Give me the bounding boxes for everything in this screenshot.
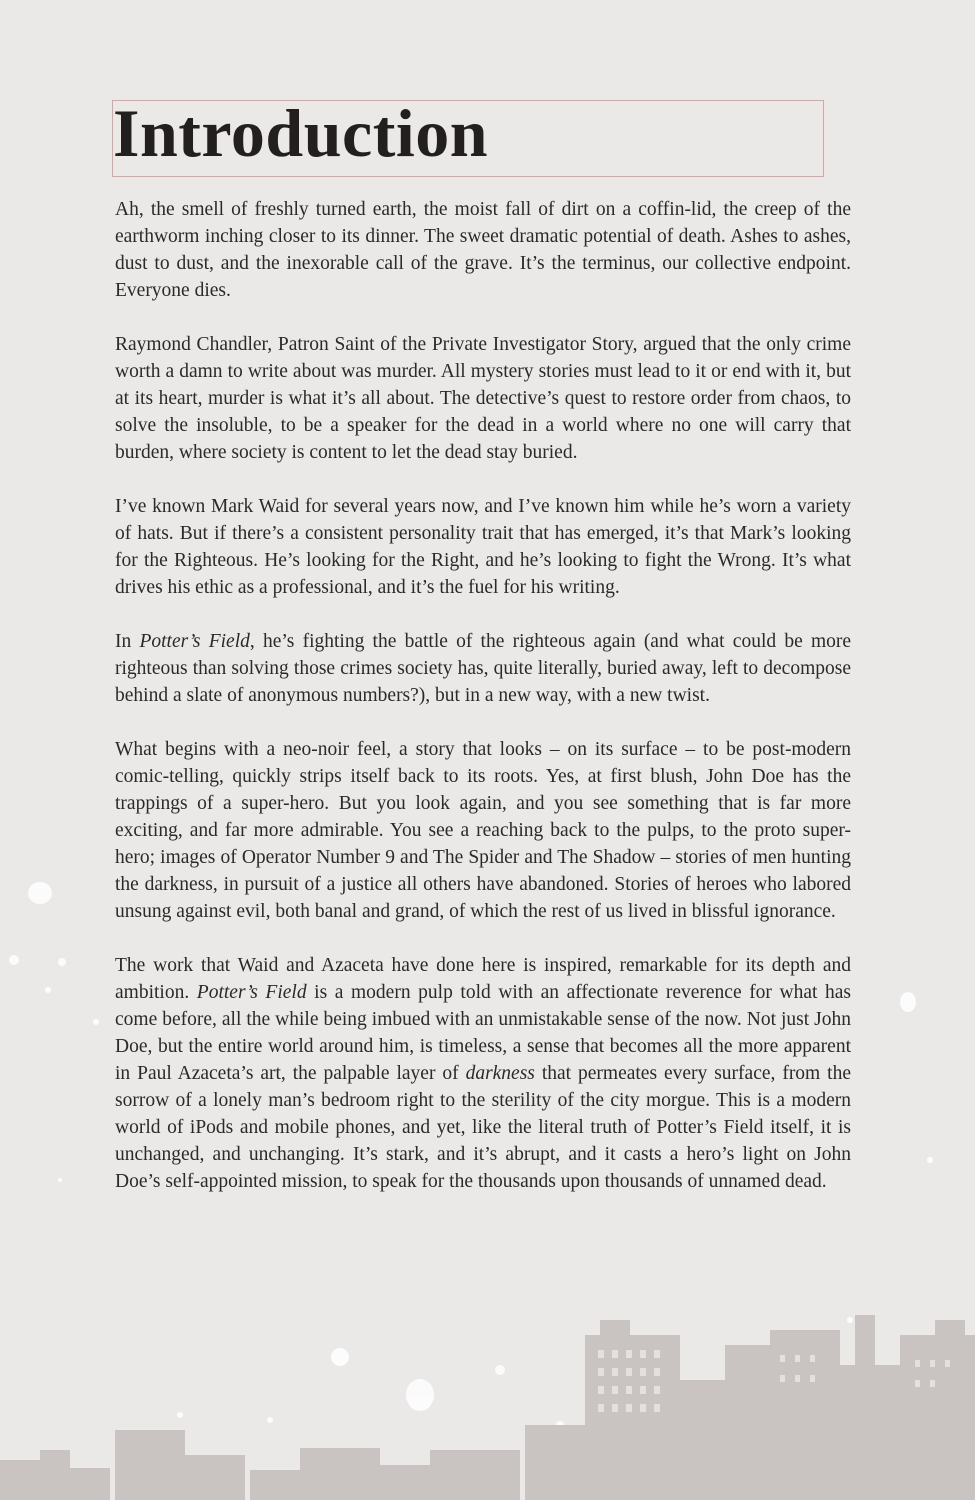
paragraph xyxy=(115,331,851,466)
paragraph xyxy=(115,196,851,304)
paragraph-text: is a modern pulp told with an affectionate reverence for what has come before, all the while being imbued with an unmistakable sense of the now. Not just John Doe, but the entire world around him, is timeless, a sense that becomes all the more apparent in Paul Azaceta’s art, the palpable layer of xyxy=(115,982,852,1084)
paragraph-text: that permeates every surface, from the sorrow of a lonely man’s bedroom right to the sterility of the city morgue. This is a modern world of iPods and mobile phones, and yet, like the literal truth of Potter’s Field itself, it is unchanged, and unchanging. It’s stark, and it’s abrupt, and it casts a hero’s light on John Doe’s self-appointed mission, to speak for the thousands upon thousands of unnamed dead. xyxy=(115,1063,851,1192)
paragraph xyxy=(115,736,851,925)
paragraph-text: What begins with a neo-noir feel, a story that looks – on its surface – to be post-modern comic-telling, quickly strips itself back to its roots. Yes, at first blush, John Doe has the trappings of a super-hero. But you look again, and you see something that is far more exciting, and far more admirable. You see a reaching back to the pulps, to the proto super-hero; images of Operator Number 9 and The Spider and The Shadow – stories of men hunting the darkness, in pursuit of a justice all others have abandoned. Stories of heroes who labored unsung against evil, both banal and grand, of which the rest of us lived in blissful ignorance. xyxy=(115,739,851,922)
paragraph xyxy=(115,628,851,709)
book-title-italic: Potter’s Field xyxy=(139,631,250,652)
paragraph-text: I’ve known Mark Waid for several years now, and I’ve known him while he’s worn a variety of hats. But if there’s a consistent personality trait that has emerged, it’s that Mark’s looking for the Righteous. He’s looking for the Right, and he’s looking to fight the Wrong. It’s what drives his ethic as a professional, and it’s the fuel for his writing. xyxy=(115,496,851,598)
paragraph-text: In xyxy=(115,631,140,652)
paragraph xyxy=(115,952,851,1195)
page-title: Introduction xyxy=(113,95,489,171)
paragraph-text: , he’s fighting the battle of the righteous again (and what could be more righteous than solving those crimes society has, quite literally, buried away, left to decompose behind a slate of anonymous numbers?), but in a new way, with a new twist. xyxy=(115,631,852,706)
paragraph-text: Ah, the smell of freshly turned earth, the moist fall of dirt on a coffin-lid, the creep of the earthworm inching closer to its dinner. The sweet dramatic potential of death. Ashes to ashes, dust to dust, and the inexorable call of the grave. It’s the terminus, our collective endpoint. Everyone dies. xyxy=(115,199,851,301)
paragraph-text: Raymond Chandler, Patron Saint of the Private Investigator Story, argued that the only crime worth a damn to write about was murder. All mystery stories must lead to it or end with it, but at its heart, murder is what it’s all about. The detective’s quest to restore order from chaos, to solve the insoluble, to be a speaker for the dead in a world where no one will carry that burden, where society is content to let the dead stay buried. xyxy=(115,334,851,463)
emphasis-italic: darkness xyxy=(465,1063,535,1084)
body-text xyxy=(115,196,851,1222)
city-skyline-decoration xyxy=(0,1310,975,1500)
paragraph xyxy=(115,493,851,601)
book-title-italic: Potter’s Field xyxy=(196,982,307,1003)
title-frame xyxy=(112,95,824,177)
paragraph-text: The work that Waid and Azaceta have done here is inspired, remarkable for its depth and ambition. xyxy=(115,955,851,1003)
